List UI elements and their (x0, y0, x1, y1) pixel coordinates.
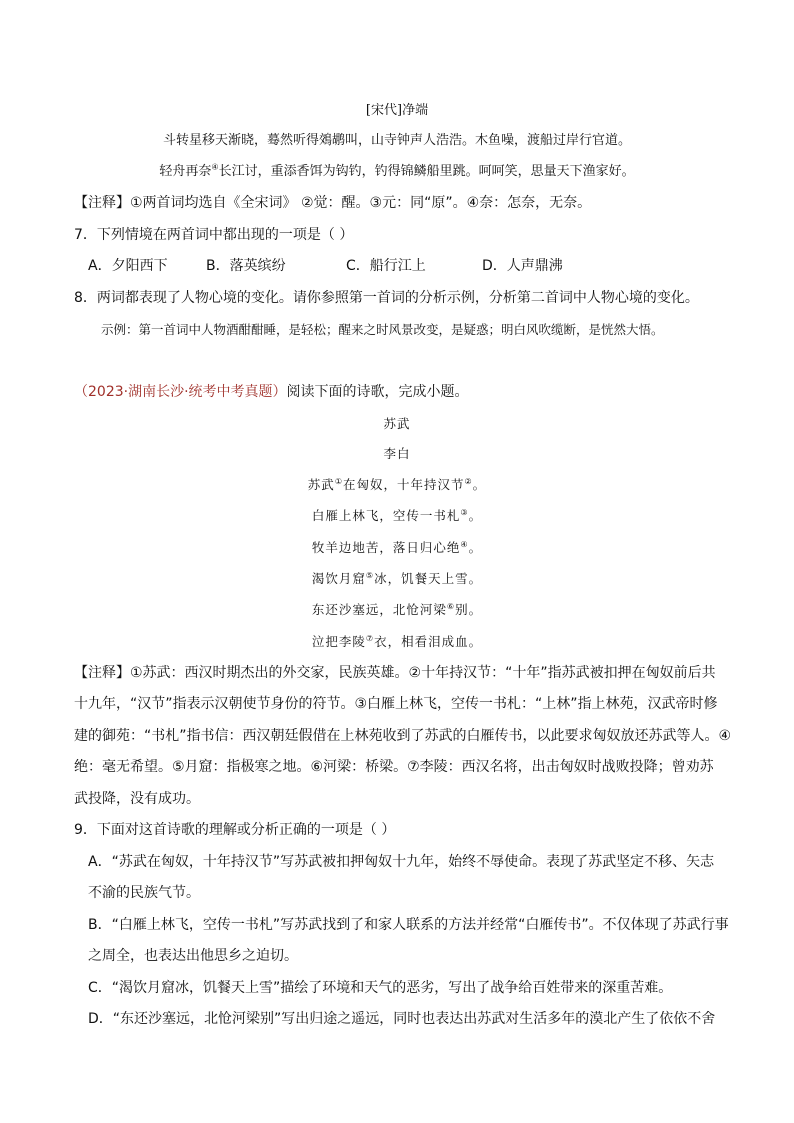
poem2-author: 李白 (383, 446, 411, 461)
footnote-marker: ③ (460, 507, 469, 517)
poem2-line-text: 衣，相看泪成血。 (374, 634, 483, 649)
footnote-marker: ④ (460, 539, 469, 549)
poem2-line-5 (0, 600, 794, 620)
poem2-line-text: 冰，饥餐天上雪。 (374, 571, 483, 586)
question-9-option-line: A．“苏武在匈奴，十年持汉节”写苏武被扣押匈奴十九年，始终不辱使命。表现了苏武坚定不移、矢志 (88, 854, 715, 870)
footnote-marker: ⑦ (365, 633, 375, 643)
note-2-line: 建的御苑：“书札”指书信：西汉朝廷假借在上林苑收到了苏武的白雁传书，以此要求匈奴放还苏武等人。④ (74, 728, 732, 744)
footnote-marker: ④ (211, 162, 219, 172)
footnote-marker: ⑥ (446, 601, 456, 611)
poem2-line-text: 白雁上林飞，空传一书札 (311, 508, 461, 523)
poem2-line-text: 别。 (455, 602, 483, 617)
footnote-marker: ② (464, 476, 473, 486)
option-d: D．人声鼎沸 (482, 258, 563, 274)
poem2-line-text: 。 (468, 540, 483, 555)
poem1-line-1: 斗转星移天渐晓，蓦然听得鵁鹕叫，山寺钟声人浩浩。木鱼噪，渡船过岸行官道。 (162, 133, 631, 148)
note-2-line: 十九年，“汉节”指表示汉朝使节身份的符节。③白雁上林飞，空传一书札：“上林”指上林苑，汉武帝时修 (74, 696, 718, 712)
poem2-line-text: 。 (468, 508, 483, 523)
question-9-option-line: 不渝的民族气节。 (88, 885, 200, 901)
footnote-marker: ⑤ (365, 570, 375, 580)
question-8-stem: 8．两词都表现了人物心境的变化。请你参照第一首词的分析示例，分析第二首词中人物心境的变化。 (74, 290, 699, 306)
footnote-marker: ① (334, 476, 343, 486)
question-9-option-line: 之周全，也表达出他思乡之迫切。 (88, 948, 298, 964)
poem2-line-text: 苏武 (307, 477, 335, 492)
question-9-option-line: D．“东还沙塞远，北怆河梁别”写出归途之遥远，同时也表达出苏武对生活多年的漠北产生了依依不舍 (88, 1011, 716, 1027)
note-2-line: 绝：毫无希望。⑤月窟：指极寒之地。⑥河梁：桥梁。⑦李陵：西汉名将，出击匈奴时战败投降；曾劝苏 (74, 759, 714, 775)
section-instruction: 阅读下面的诗歌，完成小题。 (286, 384, 469, 400)
poem1-line-2-text: 长江讨，重添香饵为钩钓，钓得锦鳞船里跳。呵呵笑，思量天下渔家好。 (218, 164, 635, 179)
option-a: A．夕阳西下 (88, 258, 168, 274)
poem2-line-text: 东还沙塞远，北怆河梁 (311, 602, 447, 617)
poem2-line-text: 。 (472, 477, 487, 492)
note-2-line: 【注释】①苏武：西汉时期杰出的外交家，民族英雄。②十年持汉节：“十年”指苏武被扣押在匈奴前后共 (74, 665, 716, 681)
poem2-line-4 (0, 569, 794, 589)
poem2-line-text: 在匈奴，十年持汉节 (342, 477, 465, 492)
option-b: B．落英缤纷 (206, 258, 286, 274)
poem2-line-3 (0, 538, 794, 558)
poem2-line-1 (0, 475, 794, 495)
question-7-options (88, 256, 563, 276)
poem1-line-2 (0, 162, 794, 182)
note-1: 【注释】①两首词均选自《全宋词》 ②觉：醒。③元：同“原”。④奈：怎奈，无奈。 (74, 195, 592, 211)
poem2-title: 苏武 (383, 416, 411, 431)
poem2-line-text: 牧羊边地苦，落日归心绝 (311, 540, 461, 555)
question-8-example: 示例：第一首词中人物酒酣酣睡，是轻松；醒来之时风景改变，是疑惑；明白风吹缆断，是恍然大悟。 (101, 322, 664, 337)
section-2-heading (74, 382, 469, 402)
question-7-stem: 7．下列情境在两首词中都出现的一项是（ ） (74, 227, 354, 243)
poem1-line-2-text: 轻舟再奈 (159, 164, 212, 179)
poem2-line-text: 泣把李陵 (311, 634, 366, 649)
question-9-option-line: B．“白雁上林飞，空传一书札”写苏武找到了和家人联系的方法并经常“白雁传书”。不仅体现了苏武行事 (88, 917, 729, 933)
question-9-option-line: C．“渴饮月窟冰，饥餐天上雪”描绘了环境和天气的恶劣，写出了战争给百姓带来的深重苦难。 (88, 980, 673, 996)
poem2-line-text: 渴饮月窟 (311, 571, 366, 586)
note-2-line: 武投降，没有成功。 (74, 791, 200, 807)
option-c: C．船行江上 (346, 258, 426, 274)
poem1-author: [宋代]净端 (365, 103, 429, 118)
poem2-line-2 (0, 506, 794, 526)
source-citation: （2023·湖南长沙·统考中考真题） (74, 384, 287, 400)
question-9-stem: 9．下面对这首诗歌的理解或分析正确的一项是（ ） (74, 822, 396, 838)
poem2-line-6 (0, 632, 794, 652)
